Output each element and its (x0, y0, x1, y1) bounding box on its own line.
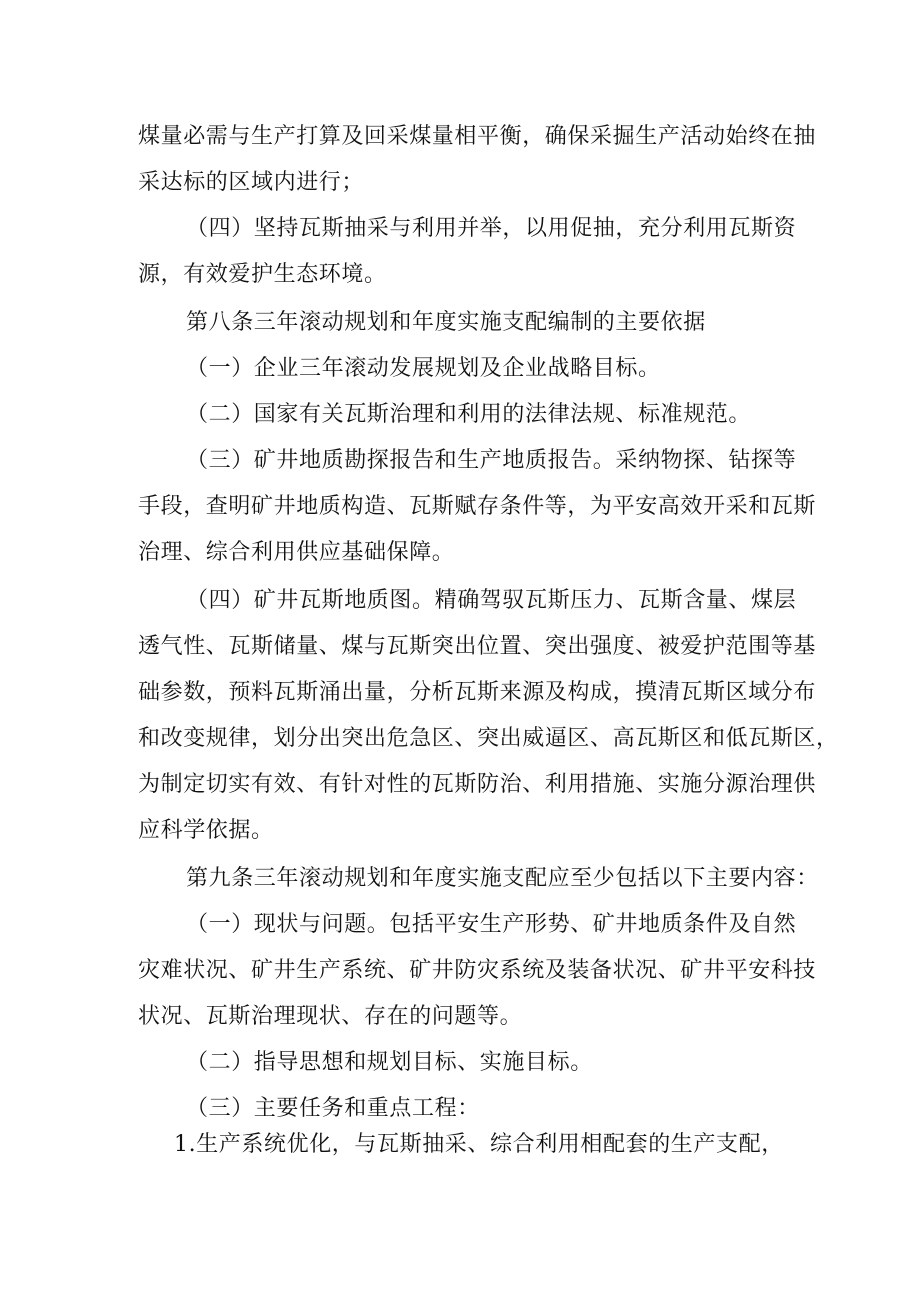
text-line: 应科学依据。 (138, 818, 274, 843)
text-line: 采达标的区域内进行； (138, 170, 365, 195)
text-line: 手段，查明矿井地质构造、瓦斯赋存条件等，为平安高效开采和瓦斯 (138, 494, 817, 519)
article-9-heading: 第九条三年滚动规划和年度实施支配应至少包括以下主要内容： (186, 866, 819, 891)
text-line: 状况、瓦斯治理现状、存在的问题等。 (138, 1004, 523, 1029)
article-9-item-2: （二）指导思想和规划目标、实施目标。 (186, 1050, 593, 1075)
text-line: 治理、综合利用供应基础保障。 (138, 540, 455, 565)
text-line: 为制定切实有效、有针对性的瓦斯防治、利用措施、实施分源治理供 (138, 772, 817, 797)
text-line: 和改变规律，划分出突出危急区、突出威逼区、高瓦斯区和低瓦斯区， (138, 726, 839, 751)
text-line: 础参数，预料瓦斯涌出量，分析瓦斯来源及构成，摸清瓦斯区域分布 (138, 680, 817, 705)
article-8-item-1: （一）企业三年滚动发展规划及企业战略目标。 (186, 356, 661, 381)
text-line: 煤量必需与生产打算及回采煤量相平衡，确保采掘生产活动始终在抽 (138, 124, 817, 149)
paragraph-item-4: （四）坚持瓦斯抽采与利用并举，以用促抽，充分利用瓦斯资 (186, 216, 797, 241)
text-line: 源，有效爱护生态环境。 (138, 262, 387, 287)
article-8-item-2: （二）国家有关瓦斯治理和利用的法律法规、标准规范。 (186, 402, 752, 427)
article-9-item-1: （一）现状与问题。包括平安生产形势、矿井地质条件及自然 (186, 912, 797, 937)
article-8-heading: 第八条三年滚动规划和年度实施支配编制的主要依据 (186, 310, 706, 335)
article-9-item-3: （三）主要任务和重点工程： (186, 1096, 480, 1121)
sub-item-1: 1.生产系统优化，与瓦斯抽采、综合利用相配套的生产支配， (174, 1132, 784, 1157)
text-line: 透气性、瓦斯储量、煤与瓦斯突出位置、突出强度、被爱护范围等基 (138, 634, 817, 659)
article-8-item-4: （四）矿井瓦斯地质图。精确驾驭瓦斯压力、瓦斯含量、煤层 (186, 588, 797, 613)
text-line: 灾难状况、矿井生产系统、矿井防灾系统及装备状况、矿井平安科技 (138, 958, 817, 983)
article-8-item-3: （三）矿井地质勘探报告和生产地质报告。采纳物探、钻探等 (186, 448, 797, 473)
